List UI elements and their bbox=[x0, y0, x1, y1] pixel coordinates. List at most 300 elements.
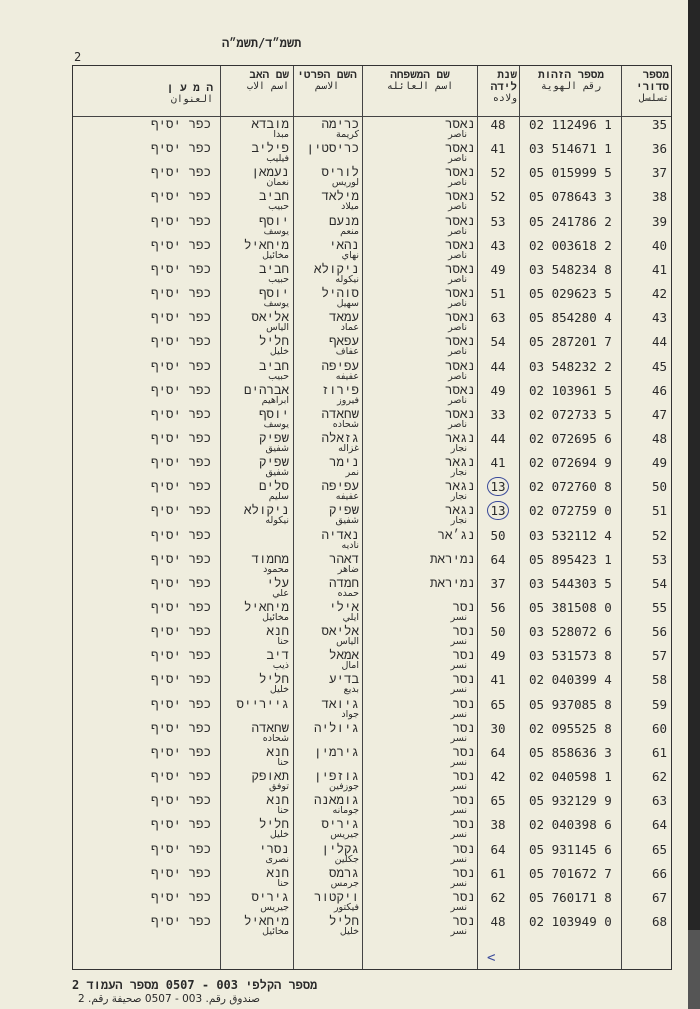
cell-address bbox=[93, 576, 211, 600]
first-he: עמאד bbox=[328, 309, 359, 325]
family-ar: نجار bbox=[450, 491, 467, 503]
cell-family bbox=[365, 600, 475, 624]
address-he: כפר יסיף bbox=[150, 212, 211, 228]
id-value: 05 932129 9 bbox=[529, 793, 612, 809]
family-he: נגאר bbox=[444, 478, 475, 494]
cell-serial bbox=[625, 431, 667, 456]
family-he: נגאר bbox=[444, 454, 475, 470]
father-he: נעמאן bbox=[251, 164, 289, 180]
family-he: נסר bbox=[452, 864, 475, 880]
table-row bbox=[73, 165, 673, 189]
first-ar: نهاي bbox=[341, 249, 359, 261]
father-ar: نعمان bbox=[266, 177, 289, 189]
family-ar: نسر bbox=[450, 781, 467, 793]
father-ar: يوسف bbox=[263, 418, 289, 430]
serial-value: 56 bbox=[651, 624, 667, 640]
cell-address bbox=[93, 672, 211, 696]
father-ar: حنا bbox=[277, 636, 289, 648]
cell-id bbox=[525, 310, 623, 335]
year-value: 48 bbox=[490, 913, 506, 929]
table-row bbox=[73, 866, 673, 890]
id-value: 02 040399 4 bbox=[529, 672, 612, 688]
family-he: נסר bbox=[452, 599, 475, 614]
cell-serial bbox=[625, 817, 667, 842]
id-value: 05 858636 3 bbox=[529, 744, 612, 760]
year-value: 33 bbox=[490, 406, 506, 422]
id-value: 05 029623 5 bbox=[529, 286, 612, 302]
table-row bbox=[73, 286, 673, 310]
footer-hebrew: מספר הקלפי 003 - 0507 מספר העמוד 2 bbox=[72, 978, 318, 992]
father-ar: علي bbox=[272, 587, 289, 599]
cell-father bbox=[223, 189, 289, 213]
cell-serial bbox=[625, 793, 667, 818]
serial-value: 37 bbox=[651, 165, 667, 181]
cell-address bbox=[93, 431, 211, 455]
serial-value: 64 bbox=[651, 817, 667, 833]
father-ar: نيكوله bbox=[265, 515, 289, 527]
cell-serial bbox=[625, 238, 667, 263]
cell-id bbox=[525, 359, 623, 384]
year-value: 38 bbox=[490, 817, 506, 833]
family-ar: نجار bbox=[450, 515, 467, 527]
header-address-ar: العنوان bbox=[170, 94, 213, 105]
cell-father bbox=[223, 238, 289, 262]
serial-value: 67 bbox=[651, 889, 667, 905]
cell-year bbox=[479, 141, 517, 166]
family-he: נסר bbox=[452, 719, 475, 735]
family-he: נסר bbox=[452, 647, 475, 663]
first-he: חמדה bbox=[328, 574, 359, 590]
father-he: חביב bbox=[258, 357, 289, 373]
first-ar: ناديه bbox=[341, 539, 359, 551]
year-value: 44 bbox=[490, 430, 506, 446]
family-ar: نسر bbox=[450, 660, 467, 672]
serial-value: 63 bbox=[651, 793, 667, 809]
family-he: נאסר bbox=[444, 260, 475, 276]
cell-family bbox=[365, 769, 475, 793]
father-ar: شفيق bbox=[265, 467, 289, 479]
address-he: כפר יסיף bbox=[150, 623, 211, 639]
father-he: דיב bbox=[266, 647, 289, 663]
table-row bbox=[73, 503, 673, 527]
cell-father bbox=[223, 359, 289, 383]
serial-value: 59 bbox=[651, 696, 667, 712]
first-he: אליאס bbox=[321, 623, 359, 639]
family-ar: نسر bbox=[450, 684, 467, 696]
family-ar: نسر bbox=[450, 829, 467, 841]
year-value: 30 bbox=[490, 720, 506, 736]
scan-edge-lower bbox=[688, 930, 700, 1009]
first-he: אילי bbox=[328, 599, 359, 614]
cell-year bbox=[479, 576, 517, 601]
address-he: כפר יסיף bbox=[150, 719, 211, 735]
header-serial-he: מספר סדורי bbox=[635, 68, 669, 93]
first-he: ניקולא bbox=[313, 260, 359, 276]
table-row bbox=[73, 359, 673, 383]
first-ar: كريمة bbox=[336, 129, 359, 140]
table-row bbox=[73, 914, 673, 938]
table-row bbox=[73, 817, 673, 841]
first-ar: نيكوله bbox=[335, 273, 359, 285]
first-ar: عماد bbox=[340, 322, 359, 334]
cell-address bbox=[93, 407, 211, 431]
cell-address bbox=[93, 334, 211, 358]
first-he: עפאף bbox=[328, 333, 359, 349]
table-row bbox=[73, 745, 673, 769]
cell-id bbox=[525, 189, 623, 214]
father-he: מחמוד bbox=[251, 550, 289, 566]
cell-serial bbox=[625, 769, 667, 794]
first-he: גירמין bbox=[313, 743, 359, 759]
address-he: כפר יסיף bbox=[150, 285, 211, 301]
first-he: עפיפה bbox=[321, 357, 359, 373]
address-he: כפר יסיף bbox=[150, 236, 211, 252]
header-first-he: השם הפרטי bbox=[297, 68, 357, 81]
cell-father bbox=[223, 914, 289, 938]
cell-address bbox=[93, 262, 211, 286]
table-row bbox=[73, 697, 673, 721]
cell-serial bbox=[625, 745, 667, 770]
cell-first bbox=[295, 648, 359, 672]
table-row bbox=[73, 455, 673, 479]
cell-address bbox=[93, 455, 211, 479]
cell-id bbox=[525, 503, 623, 528]
cell-serial bbox=[625, 697, 667, 722]
cell-year bbox=[479, 407, 517, 432]
family-he: נמיראת bbox=[429, 574, 475, 590]
header-address-he: ה מ ע ן bbox=[166, 81, 213, 94]
cell-father bbox=[223, 431, 289, 455]
cell-serial bbox=[625, 624, 667, 649]
cell-father bbox=[223, 214, 289, 238]
year-value: 65 bbox=[490, 793, 506, 809]
serial-value: 42 bbox=[651, 286, 667, 302]
father-he: חנא bbox=[266, 623, 289, 639]
cell-year bbox=[479, 286, 517, 311]
id-value: 03 544303 5 bbox=[529, 575, 612, 591]
year-value: 44 bbox=[490, 358, 506, 374]
cell-father bbox=[223, 286, 289, 310]
first-he: אמאל bbox=[328, 647, 359, 663]
first-he: נימר bbox=[328, 454, 359, 470]
table-row bbox=[73, 238, 673, 262]
year-value-circled: 13 bbox=[487, 477, 508, 496]
family-he: נאסר bbox=[444, 309, 475, 325]
father-ar: مخائيل bbox=[262, 612, 289, 623]
cell-id bbox=[525, 407, 623, 432]
first-ar: سهيل bbox=[336, 298, 359, 310]
cell-father bbox=[223, 141, 289, 165]
cell-father bbox=[223, 334, 289, 358]
family-he: נסר bbox=[452, 840, 475, 856]
address-he: כפר יסיף bbox=[150, 188, 211, 204]
cell-first bbox=[295, 455, 359, 479]
year-value: 50 bbox=[490, 624, 506, 640]
table-row bbox=[73, 793, 673, 817]
cell-first bbox=[295, 407, 359, 431]
id-value: 02 040598 1 bbox=[529, 769, 612, 785]
cell-address bbox=[93, 866, 211, 890]
header-year-ar: ولاده bbox=[492, 93, 517, 104]
father-he: חליל bbox=[258, 333, 289, 349]
address-he: כפר יסיף bbox=[150, 743, 211, 759]
serial-value: 49 bbox=[651, 455, 667, 471]
family-he: נסר bbox=[452, 695, 475, 711]
address-he: כפר יסיף bbox=[150, 599, 211, 614]
serial-value: 62 bbox=[651, 769, 667, 785]
header-father-he: שם האב bbox=[249, 68, 289, 81]
cell-id bbox=[525, 334, 623, 359]
year-value: 54 bbox=[490, 334, 506, 350]
first-ar: جواد bbox=[341, 708, 359, 720]
father-ar: شحاده bbox=[262, 732, 289, 744]
serial-value: 35 bbox=[651, 117, 667, 132]
cell-family bbox=[365, 141, 475, 165]
cell-family bbox=[365, 262, 475, 286]
cell-year bbox=[479, 914, 517, 939]
cell-serial bbox=[625, 310, 667, 335]
family-ar: نسر bbox=[450, 805, 467, 817]
family-ar: ناصر bbox=[448, 153, 467, 165]
table-row bbox=[73, 479, 673, 503]
address-he: כפר יסיף bbox=[150, 864, 211, 880]
family-he: נגאר bbox=[444, 429, 475, 445]
cell-serial bbox=[625, 189, 667, 214]
first-ar: جرمس bbox=[330, 877, 359, 889]
father-he: פיליב bbox=[251, 140, 289, 156]
cell-father bbox=[223, 793, 289, 817]
family-he: נאסר bbox=[444, 285, 475, 301]
address-he: כפר יסיף bbox=[150, 405, 211, 421]
address-he: כפר יסיף bbox=[150, 116, 211, 131]
table-row bbox=[73, 528, 673, 552]
family-he: נאסר bbox=[444, 236, 475, 252]
family-ar: ناصر bbox=[448, 129, 467, 140]
first-he: חליל bbox=[328, 912, 359, 928]
cell-first bbox=[295, 721, 359, 745]
id-value: 02 072694 9 bbox=[529, 455, 612, 471]
father-he: חליל bbox=[258, 816, 289, 832]
cell-id bbox=[525, 528, 623, 553]
serial-value: 68 bbox=[651, 913, 667, 929]
cell-id bbox=[525, 866, 623, 891]
address-he: כפר יסיף bbox=[150, 888, 211, 904]
header-serial bbox=[623, 69, 669, 105]
cell-family bbox=[365, 528, 475, 552]
father-he: סלים bbox=[258, 478, 289, 494]
cell-father bbox=[223, 165, 289, 189]
first-he: עפיפה bbox=[321, 478, 359, 494]
first-he: דאהר bbox=[328, 550, 359, 566]
cell-serial bbox=[625, 890, 667, 915]
footer-arabic: صندوق رقم. 003 - 0507 صحيفة رقم. 2 bbox=[78, 993, 261, 1005]
first-he: גקלין bbox=[321, 840, 359, 856]
father-he: חביב bbox=[258, 260, 289, 276]
father-ar: يوسف bbox=[263, 225, 289, 237]
cell-id bbox=[525, 721, 623, 746]
cell-year bbox=[479, 431, 517, 456]
table-row bbox=[73, 262, 673, 286]
cell-address bbox=[93, 721, 211, 745]
address-he: כפר יסיף bbox=[150, 164, 211, 180]
first-ar: الياس bbox=[336, 636, 359, 648]
first-ar: لوريس bbox=[331, 177, 359, 189]
cell-first bbox=[295, 866, 359, 890]
header-family-name bbox=[365, 69, 475, 93]
cell-family bbox=[365, 697, 475, 721]
cell-family bbox=[365, 842, 475, 866]
cell-serial bbox=[625, 214, 667, 239]
cell-address bbox=[93, 383, 211, 407]
first-he: מנעם bbox=[328, 212, 359, 228]
id-value: 03 532112 4 bbox=[529, 527, 612, 543]
cell-year bbox=[479, 552, 517, 577]
family-ar: نجار bbox=[450, 442, 467, 454]
cell-serial bbox=[625, 600, 667, 625]
cell-first bbox=[295, 141, 359, 165]
table-row bbox=[73, 721, 673, 745]
address-he: כפר יסיף bbox=[150, 840, 211, 856]
cell-id bbox=[525, 745, 623, 770]
id-value: 05 287201 7 bbox=[529, 334, 612, 350]
cell-family bbox=[365, 479, 475, 503]
father-he: מיחאיל bbox=[243, 599, 289, 614]
father-ar: مبدا bbox=[273, 129, 289, 140]
family-ar: نسر bbox=[450, 877, 467, 889]
first-ar: بديع bbox=[343, 684, 359, 696]
cell-father bbox=[223, 866, 289, 890]
id-value: 03 514671 1 bbox=[529, 141, 612, 157]
id-value: 03 548234 8 bbox=[529, 261, 612, 277]
cell-id bbox=[525, 600, 623, 625]
year-value: 65 bbox=[490, 696, 506, 712]
cell-year bbox=[479, 383, 517, 408]
family-he: נאסר bbox=[444, 357, 475, 373]
father-he: גיירייס bbox=[236, 695, 289, 711]
serial-value: 52 bbox=[651, 527, 667, 543]
cell-first bbox=[295, 165, 359, 189]
cell-address bbox=[93, 624, 211, 648]
cell-first bbox=[295, 431, 359, 455]
serial-value: 48 bbox=[651, 430, 667, 446]
address-he: כפר יסיף bbox=[150, 768, 211, 784]
cell-address bbox=[93, 648, 211, 672]
family-ar: نسر bbox=[450, 612, 467, 623]
cell-id bbox=[525, 624, 623, 649]
family-ar: نسر bbox=[450, 756, 467, 768]
family-ar: ناصر bbox=[448, 394, 467, 406]
id-value: 02 072759 0 bbox=[529, 503, 612, 519]
father-he: חנא bbox=[266, 792, 289, 808]
first-ar: جوزفين bbox=[328, 781, 359, 793]
family-he: נסר bbox=[452, 743, 475, 759]
cell-family bbox=[365, 890, 475, 914]
cell-father bbox=[223, 817, 289, 841]
cell-address bbox=[93, 310, 211, 334]
cell-family bbox=[365, 817, 475, 841]
cell-address bbox=[93, 117, 211, 141]
cell-serial bbox=[625, 262, 667, 287]
family-he: נמיראת bbox=[429, 550, 475, 566]
cell-address bbox=[93, 552, 211, 576]
father-he: חנא bbox=[266, 864, 289, 880]
cell-first bbox=[295, 600, 359, 624]
cell-serial bbox=[625, 407, 667, 432]
cell-family bbox=[365, 914, 475, 938]
header-family-he: שם המשפחה bbox=[390, 68, 450, 81]
first-he: שפיק bbox=[328, 502, 359, 518]
father-he: יוסף bbox=[258, 405, 289, 421]
serial-value: 47 bbox=[651, 406, 667, 422]
family-ar: ناصر bbox=[448, 346, 467, 358]
id-value: 02 103949 0 bbox=[529, 913, 612, 929]
family-he: נאסר bbox=[444, 140, 475, 156]
handwritten-mark: < bbox=[487, 950, 496, 966]
cell-father bbox=[223, 890, 289, 914]
cell-family bbox=[365, 721, 475, 745]
year-value: 64 bbox=[490, 841, 506, 857]
cell-first bbox=[295, 672, 359, 696]
cell-family bbox=[365, 334, 475, 358]
family-he: נסר bbox=[452, 768, 475, 784]
first-ar: جيريس bbox=[330, 829, 359, 841]
father-ar: نصرى bbox=[265, 853, 289, 865]
family-ar: ناصر bbox=[448, 201, 467, 213]
address-he: כפר יסיף bbox=[150, 671, 211, 687]
id-value: 05 241786 2 bbox=[529, 213, 612, 229]
scan-edge bbox=[688, 0, 700, 1009]
serial-value: 43 bbox=[651, 310, 667, 326]
year-value: 41 bbox=[490, 141, 506, 157]
first-ar: ايلي bbox=[342, 612, 359, 623]
cell-father bbox=[223, 262, 289, 286]
id-value: 03 548232 2 bbox=[529, 358, 612, 374]
address-he: כפר יסיף bbox=[150, 526, 211, 542]
table-row bbox=[73, 624, 673, 648]
year-value: 64 bbox=[490, 551, 506, 567]
cell-family bbox=[365, 214, 475, 238]
cell-father bbox=[223, 745, 289, 769]
father-ar: حبيب bbox=[268, 273, 289, 285]
father-ar: خليل bbox=[269, 684, 289, 696]
father-he: חליל bbox=[258, 671, 289, 687]
header-serial-ar: تسلسل bbox=[638, 93, 669, 104]
year-value: 51 bbox=[490, 286, 506, 302]
first-he: גיוליה bbox=[313, 719, 359, 735]
header-address bbox=[103, 82, 213, 106]
cell-father bbox=[223, 552, 289, 576]
cell-id bbox=[525, 817, 623, 842]
cell-father bbox=[223, 842, 289, 866]
cell-family bbox=[365, 407, 475, 431]
cell-id bbox=[525, 552, 623, 577]
address-he: כפר יסיף bbox=[150, 647, 211, 663]
cell-year bbox=[479, 165, 517, 190]
cell-year bbox=[479, 769, 517, 794]
id-value: 02 112496 1 bbox=[529, 117, 612, 132]
year-value: 63 bbox=[490, 310, 506, 326]
father-he: חביב bbox=[258, 188, 289, 204]
address-he: כפר יסיף bbox=[150, 502, 211, 518]
cell-id bbox=[525, 117, 623, 142]
year-value: 61 bbox=[490, 865, 506, 881]
cell-first bbox=[295, 238, 359, 262]
header-family-ar: اسم العائله bbox=[386, 81, 454, 92]
table-row bbox=[73, 648, 673, 672]
cell-year bbox=[479, 672, 517, 697]
serial-value: 65 bbox=[651, 841, 667, 857]
serial-value: 46 bbox=[651, 382, 667, 398]
